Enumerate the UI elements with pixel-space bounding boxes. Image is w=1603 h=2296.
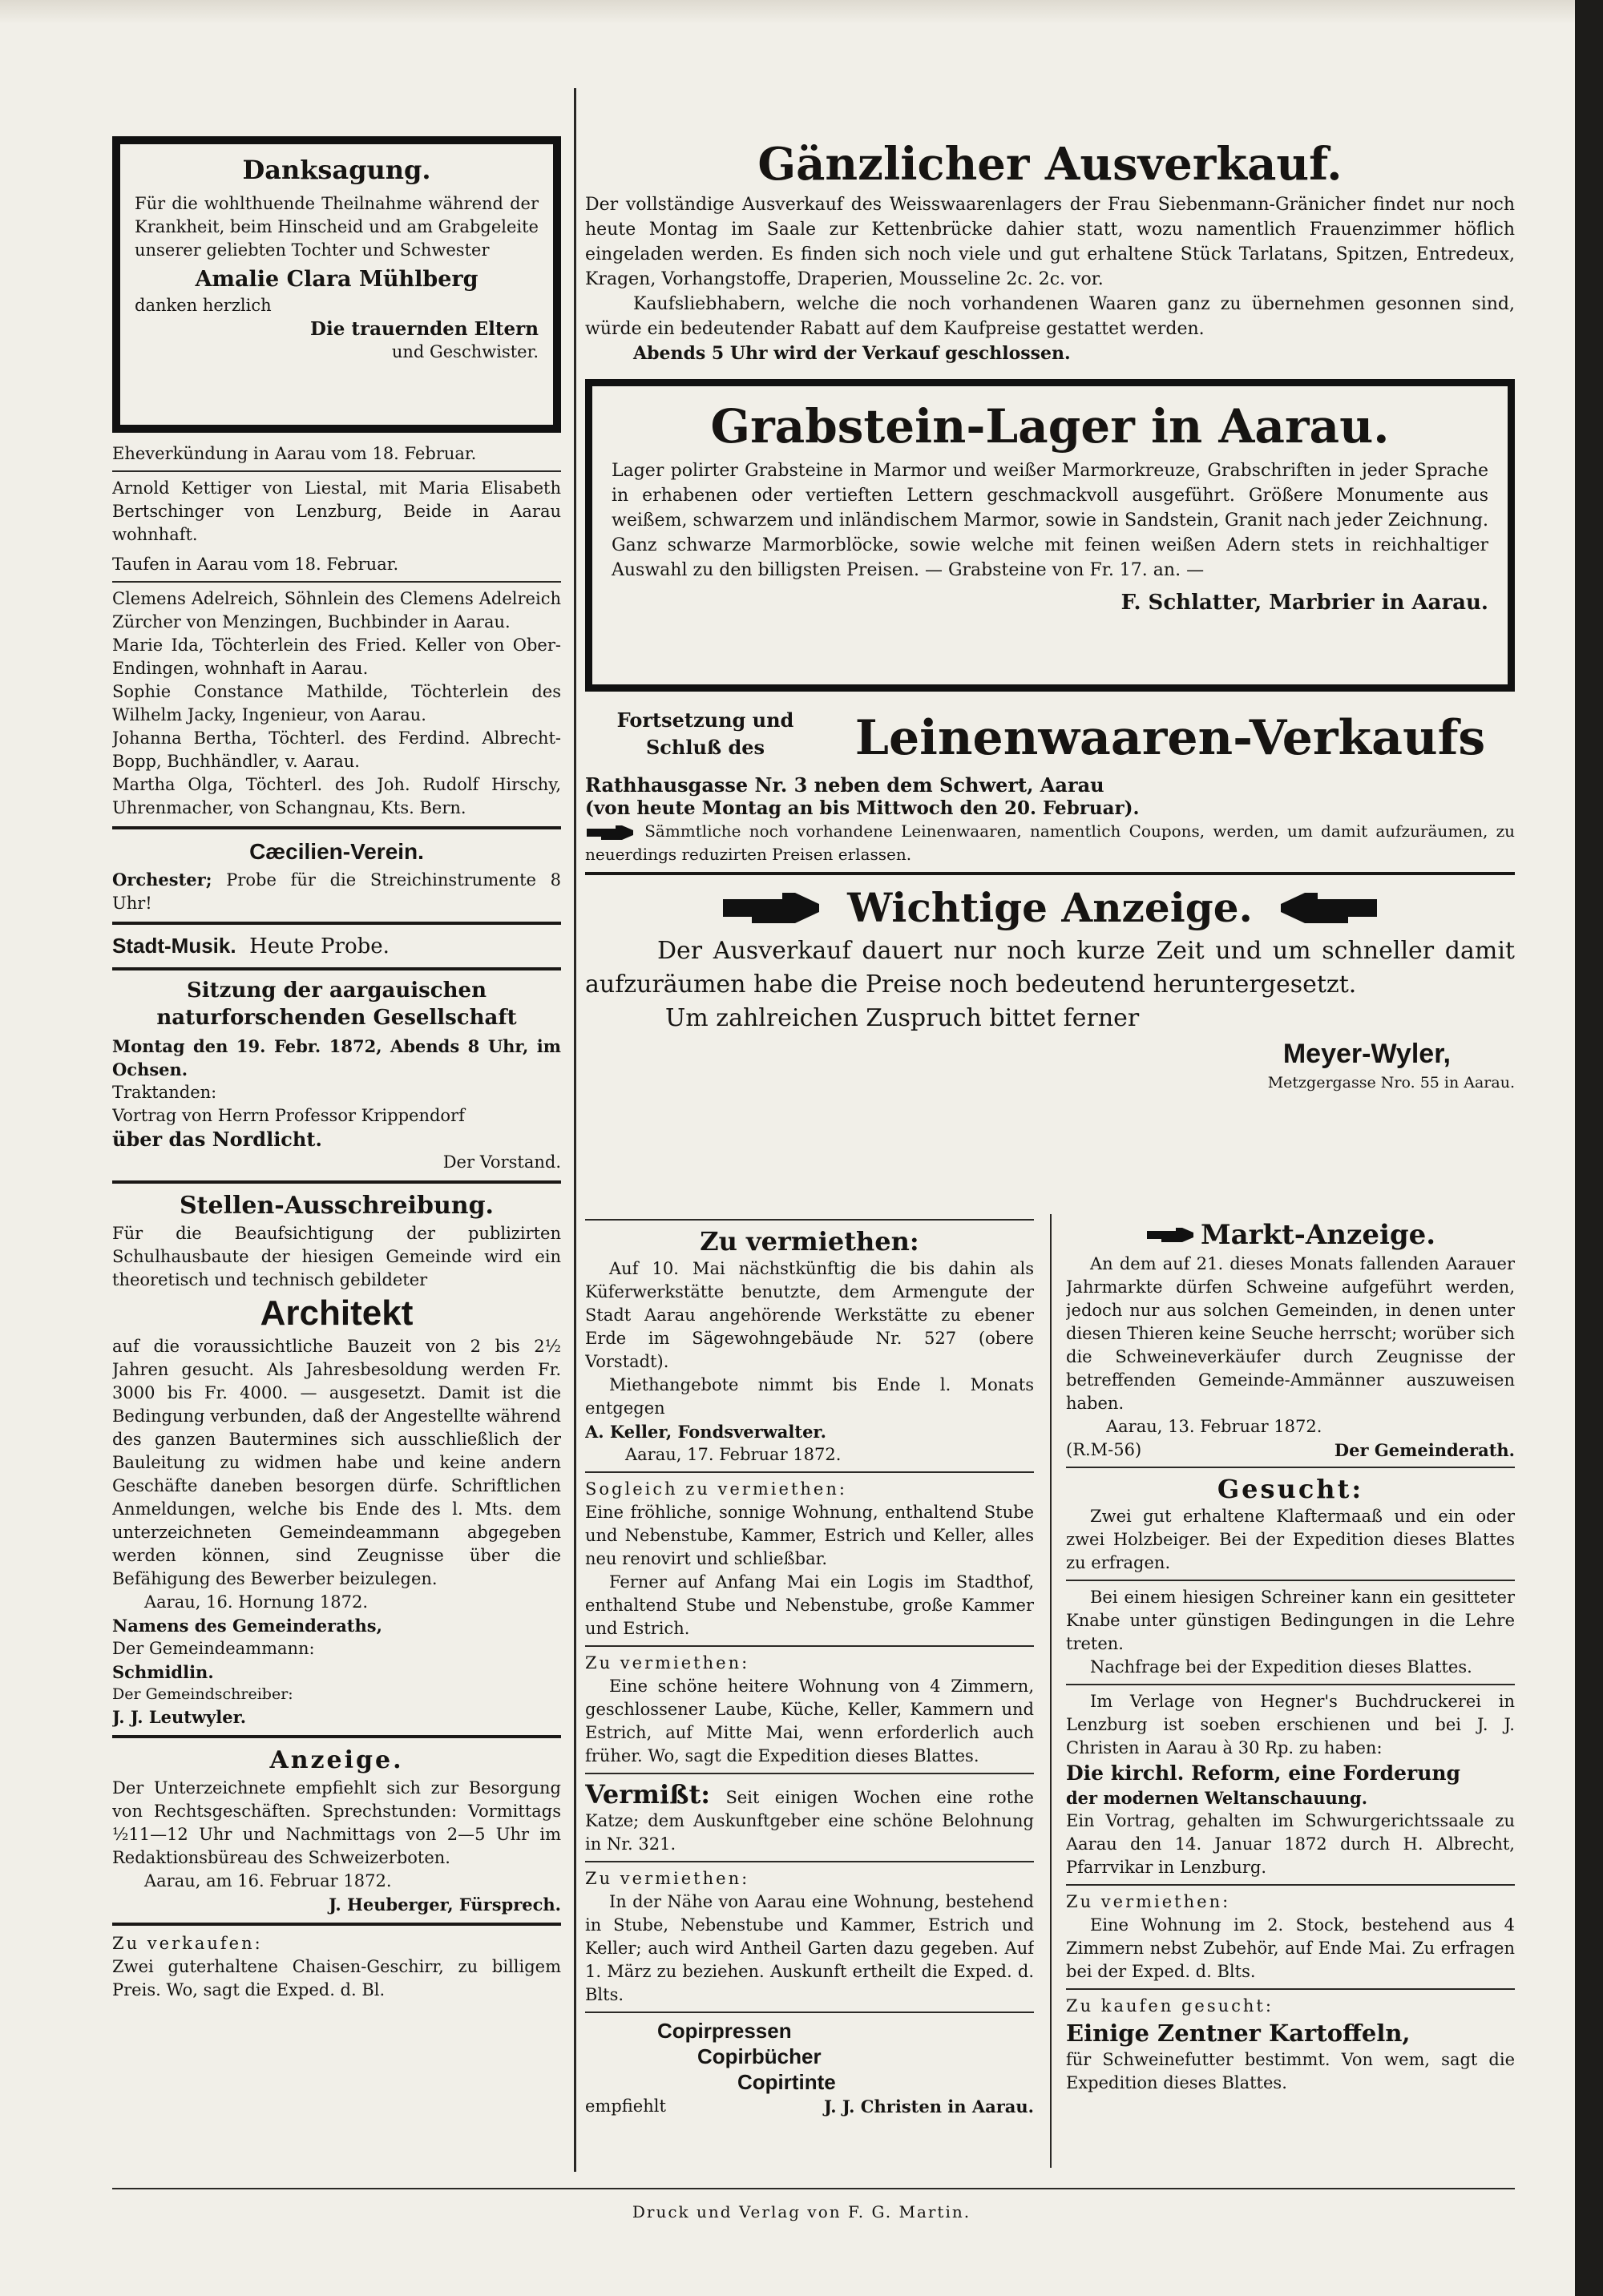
stellen-schreiber-title: Der Gemeindschreiber:: [112, 1685, 293, 1703]
leinen-title: Leinenwaaren-Verkaufs: [854, 710, 1486, 766]
verlag-subtitle: der modernen Weltanschauung.: [1066, 1788, 1368, 1808]
sitzung-traktanden: Traktanden:: [112, 1083, 217, 1102]
anzeige-title: Anzeige.: [269, 1746, 404, 1774]
divider: [585, 1645, 1034, 1647]
caecilien-text: Probe für die Streichinstrumente 8 Uhr!: [112, 870, 561, 913]
schreiner-text: Bei einem hiesigen Schreiner kann ein gesitteter Knabe unter günstigen Bedingungen in die Lehre treten.: [1066, 1588, 1515, 1653]
divider: [585, 1861, 1034, 1862]
kaufen-title: Zu kaufen gesucht:: [1066, 1996, 1274, 2016]
copir-item-3: Copirtinte: [737, 2070, 836, 2094]
taufen-entry: Marie Ida, Töchterlein des Fried. Keller von Ober-Endingen, wohnhaft in Aarau.: [112, 636, 561, 678]
markt-text: An dem auf 21. dieses Monats fallenden Aarauer Jahrmarkte dürfen Schweine aufgeführt werden, jedoch nur aus solchen Gemeinden, in denen unter diesen Thieren keine Seuche herrscht; worüber sich die Schweineverkäufer durch Zeugnisse der betreffenden Gemeinde-Ammänner auszuweisen haben.: [1066, 1254, 1515, 1413]
wichtig-title: Wichtige Anzeige.: [847, 883, 1253, 931]
verlag-title: Die kirchl. Reform, eine Forderung: [1066, 1761, 1461, 1785]
verlag-text-2: Ein Vortrag, gehalten im Schwurgerichtssaale zu Aarau den 14. Januar 1872 durch H. Albrecht, Pfarrvikar in Lenzburg.: [1066, 1811, 1515, 1877]
stellen-ammann: Schmidlin.: [112, 1662, 214, 1682]
stellen-position: Architekt: [260, 1293, 414, 1333]
stellen-schreiber: J. J. Leutwyler.: [112, 1707, 247, 1727]
pointing-hand-icon: [1276, 886, 1380, 930]
divider: [112, 1180, 561, 1184]
wichtig-sign: Meyer-Wyler,: [1282, 1038, 1451, 1069]
divider: [585, 1219, 1034, 1221]
vermiethen-5-text: Eine Wohnung im 2. Stock, bestehend aus 4 Zimmern nebst Zubehör, auf Ende Mai. Zu erfragen bei der Exped. d. Blts.: [1066, 1915, 1515, 1981]
schreiner-ask: Nachfrage bei der Expedition dieses Blattes.: [1090, 1657, 1472, 1677]
copir-sign: J. J. Christen in Aarau.: [823, 2096, 1034, 2116]
grabstein-sign: F. Schlatter, Marbrier in Aarau.: [1120, 591, 1488, 615]
leinen-text: Sämmtliche noch vorhandene Leinenwaaren, namentlich Coupons, werden, um damit aufzuräumen, zu neuerdings reduzirten Preisen erlassen.: [585, 821, 1515, 864]
caecilien-lead: Orchester;: [112, 870, 212, 890]
vermiethen-1-title: Zu vermiethen:: [700, 1226, 919, 1257]
divider: [1066, 1988, 1515, 1990]
stellen-ammann-title: Der Gemeindeammann:: [112, 1639, 315, 1658]
footer-rule: [112, 2188, 1515, 2189]
markt-date: Aarau, 13. Februar 1872.: [1106, 1417, 1322, 1436]
pointing-hand-icon: [1145, 1225, 1197, 1245]
danksagung-title: Danksagung.: [242, 155, 431, 185]
divider: [112, 826, 561, 829]
danksagung-sign-1: Die trauernden Eltern: [310, 318, 539, 340]
wichtig-header: [585, 882, 1515, 934]
divider: [585, 1773, 1034, 1774]
sitzung-title: Sitzung der aargauischen naturforschenden Gesellschaft: [156, 979, 517, 1030]
stellen-date: Aarau, 16. Hornung 1872.: [144, 1592, 368, 1612]
divider: [585, 872, 1515, 875]
gesucht-text: Zwei gut erhaltene Klaftermaaß und ein oder zwei Holzbeiger. Bei der Expedition dieses Blattes zu erfragen.: [1066, 1507, 1515, 1572]
divider: [1066, 1684, 1515, 1685]
stadtmusik-title: Stadt-Musik.: [112, 934, 236, 958]
verkaufen-text: Zwei guterhaltene Chaisen-Geschirr, zu billigem Preis. Wo, sagt die Exped. d. Bl.: [112, 1957, 561, 1999]
grabstein-title: Grabstein-Lager in Aarau.: [710, 399, 1390, 454]
stellen-title: Stellen-Ausschreibung.: [179, 1192, 494, 1220]
anzeige-sign: J. Heuberger, Fürsprech.: [329, 1895, 561, 1915]
vermisst-title: Vermißt:: [585, 1779, 711, 1810]
leinen-address: Rathhausgasse Nr. 3 neben dem Schwert, Aarau: [585, 773, 1104, 797]
ausverkauf-close: Abends 5 Uhr wird der Verkauf geschlossen.: [633, 343, 1071, 364]
ausverkauf-text-2: Kaufsliebhabern, welche die noch vorhandenen Waaren ganz zu übernehmen gesonnen sind, würde ein bedeutender Rabatt auf dem Kaufpreise gestattet werden.: [585, 294, 1515, 339]
pointing-hand-icon: [720, 886, 824, 930]
ehe-title: Eheverkündung in Aarau vom 18. Februar.: [112, 444, 477, 463]
vermiethen-1-sign: A. Keller, Fondsverwalter.: [585, 1422, 826, 1442]
taufen-entry: Clemens Adelreich, Söhnlein des Clemens Adelreich Zürcher von Menzingen, Buchbinder in Aarau.: [112, 589, 561, 632]
divider: [1066, 1884, 1515, 1886]
vermiethen-1-offer: Miethangebote nimmt bis Ende l. Monats entgegen: [585, 1375, 1034, 1418]
leinen-pre-2: Schluß des: [645, 736, 765, 759]
anzeige-text: Der Unterzeichnete empfiehlt sich zur Besorgung von Rechtsgeschäften. Sprechstunden: Vormittags ½11—12 Uhr und Nachmittags von 2—5 Uhr im Redaktionsbüreau des Schweizerboten.: [112, 1778, 561, 1867]
vermiethen-4-text: In der Nähe von Aarau eine Wohnung, bestehend in Stube, Nebenstube und Kammer, Estrich und Keller; auch wird Antheil Garten dazu gegeben. Auf 1. März zu beziehen. Auskunft ertheilt die Exped. d. Blts.: [585, 1892, 1034, 2004]
divider: [112, 967, 561, 970]
sitzung-topic: über das Nordlicht.: [112, 1128, 322, 1151]
stellen-namens: Namens des Gemeinderaths,: [112, 1616, 382, 1636]
vermiethen-4-title: Zu vermiethen:: [585, 1869, 750, 1888]
stellen-text-2: auf die voraussichtliche Bauzeit von 2 bis 2½ Jahren gesucht. Als Jahresbesoldung werden Fr. 3000 bis Fr. 4000. — ausgesetzt. Damit ist die Bedingung verbunden, daß der Angestellte während des ganzen Bautermines sich ausschließlich der Bauleitung zu widmen habe und keine andern Geschäfte daneben besorgen dürfe. Schriftlichen Anmeldungen, welche bis Ende des l. Mts. dem unterzeichneten Gemeindeammann abgegeben werden können, sind Zeugnisse über die Befähigung des Bewerber beizulegen.: [112, 1337, 561, 1588]
divider: [112, 1923, 561, 1926]
divider: [112, 581, 561, 583]
ausverkauf-text-1: Der vollständige Ausverkauf des Weisswaarenlagers der Frau Siebenmann-Gränicher findet nur noch heute Montag im Saale zur Kettenbrücke dahier statt, wozu namentlich Frauenzimmer höflich eingeladen werden. Es finden sich noch viele und gut erhaltene Stück Tarlatans, Spitzen, Entredeux, Kragen, Vorhangstoffe, Draperien, Mousseline 2c. 2c. vor.: [585, 195, 1515, 289]
wichtig-text: Der Ausverkauf dauert nur noch kurze Zeit und um schneller damit aufzuräumen habe die Preise noch bedeutend heruntergesetzt.: [585, 936, 1515, 999]
grabstein-box: [585, 379, 1515, 692]
vermiethen-2-text-1: Eine fröhliche, sonnige Wohnung, enthaltend Stube und Nebenstube, Kammer, Estrich und Keller, alles neu renovirt und schließbar.: [585, 1503, 1034, 1568]
divider: [585, 1471, 1034, 1473]
wichtig-address: Metzgergasse Nro. 55 in Aarau.: [1267, 1073, 1515, 1092]
divider: [112, 1735, 561, 1738]
anzeige-date: Aarau, am 16. Februar 1872.: [144, 1871, 392, 1890]
divider: [1066, 1580, 1515, 1581]
kaufen-text: für Schweinefutter bestimmt. Von wem, sagt die Expedition dieses Blattes.: [1066, 2050, 1515, 2092]
footer-imprint: Druck und Verlag von F. G. Martin.: [632, 2202, 971, 2221]
sitzung-vortrag: Vortrag von Herrn Professor Krippendorf: [112, 1106, 465, 1125]
right-column: [585, 136, 1515, 2172]
taufen-title: Taufen in Aarau vom 18. Februar.: [112, 555, 399, 574]
column-divider: [574, 88, 576, 2172]
stellen-text-1: Für die Beaufsichtigung der publizirten Schulhausbaute der hiesigen Gemeinde wird ein theoretisch und technisch gebildeter: [112, 1224, 561, 1289]
vermiethen-3-text: Eine schöne heitere Wohnung von 4 Zimmern, geschlossener Laube, Küche, Keller, Kammern und Estrich, auf Mitte Mai, wenn erforderlich auch früher. Wo, sagt die Expedition dieses Blattes.: [585, 1677, 1034, 1765]
scan-edge: [1575, 0, 1603, 2296]
sitzung-sign: Der Vorstand.: [442, 1152, 561, 1172]
taufen-entry: Johanna Bertha, Töchterl. des Ferdind. Albrecht-Bopp, Buchhändler, v. Aarau.: [112, 728, 561, 771]
gesucht-title: Gesucht:: [1217, 1474, 1364, 1504]
danksagung-name: Amalie Clara Mühlberg: [195, 267, 478, 292]
markt-sign: Der Gemeinderath.: [1334, 1440, 1515, 1460]
vermiethen-1-text: Auf 10. Mai nächstkünftig die bis dahin als Küferwerkstätte benutzte, dem Armengute der Stadt Aarau angehörende Werkstätte zu ebener Erde im Sägewohngebäude Nr. 527 (obere Vorstadt).: [585, 1259, 1034, 1371]
vermiethen-5-title: Zu vermiethen:: [1066, 1892, 1231, 1911]
verlag-text-1: Im Verlage von Hegner's Buchdruckerei in Lenzburg ist soeben erschienen und bei J. J. Christen in Aarau à 30 Rp. zu haben:: [1066, 1692, 1515, 1757]
copir-item-1: Copirpressen: [657, 2019, 792, 2043]
vermiethen-3-title: Zu vermiethen:: [585, 1653, 750, 1673]
left-column: [112, 136, 561, 2172]
vermiethen-2-title: Sogleich zu vermiethen:: [585, 1479, 847, 1499]
danksagung-sign-2: und Geschwister.: [391, 342, 539, 361]
lower-left-column: [585, 1214, 1034, 2172]
leinen-header: [585, 703, 1515, 773]
vermiethen-1-date: Aarau, 17. Februar 1872.: [625, 1445, 842, 1464]
copir-lead: empfiehlt: [585, 2096, 666, 2116]
leinen-dates: (von heute Montag an bis Mittwoch den 20. Februar).: [585, 797, 1140, 819]
divider: [585, 2012, 1034, 2013]
markt-code: (R.M-56): [1066, 1440, 1142, 1459]
sitzung-date: Montag den 19. Febr. 1872, Abends 8 Uhr, im Ochsen.: [112, 1036, 561, 1079]
danksagung-thanks: danken herzlich: [135, 296, 272, 315]
pointing-hand-icon: [585, 822, 636, 843]
lower-area: [585, 1214, 1515, 2172]
caecilien-title: Cæcilien-Verein.: [249, 839, 424, 864]
ehe-text: Arnold Kettiger von Liestal, mit Maria Elisabeth Bertschinger von Lenzburg, Beide in Aarau wohnhaft.: [112, 478, 561, 544]
copir-item-2: Copirbücher: [697, 2044, 822, 2068]
verkaufen-title: Zu verkaufen:: [112, 1934, 263, 1953]
column-divider: [1050, 1214, 1052, 2168]
divider: [112, 470, 561, 472]
divider: [112, 922, 561, 925]
taufen-entry: Sophie Constance Mathilde, Töchterlein des Wilhelm Jacky, Ingenieur, von Aarau.: [112, 682, 561, 724]
kaufen-big: Einige Zentner Kartoffeln,: [1066, 2020, 1411, 2047]
danksagung-box: [112, 136, 561, 433]
grabstein-text: Lager polirter Grabsteine in Marmor und weißer Marmorkreuze, Grabschriften in jeder Sprache in erhabenen oder vertieften Lettern geschmackvoll ausgeführt. Größere Monumente aus weißem, schwarzem und inländischem Marmor, sowie in Sandstein, Granit nach jeder Zeichnung. Ganz schwarze Marmorblöcke, sowie welche mit feinen weißen Adern stets in reichhaltiger Auswahl zu den billigsten Preisen. — Grabsteine von Fr. 17. an. —: [612, 461, 1488, 580]
vermisst-text: Seit einigen Wochen eine rothe Katze; dem Auskunftgeber eine schöne Belohnung in Nr. 321.: [585, 1788, 1034, 1854]
ausverkauf-title: Gänzlicher Ausverkauf.: [757, 138, 1343, 191]
markt-title: Markt-Anzeige.: [1200, 1219, 1436, 1251]
leinen-pre-1: Fortsetzung und: [616, 708, 794, 732]
divider: [1066, 1467, 1515, 1468]
wichtig-text-2: Um zahlreichen Zuspruch bittet ferner: [665, 1003, 1140, 1032]
page-top-shade: [0, 0, 1603, 24]
lower-right-column: [1066, 1214, 1515, 2172]
danksagung-text: Für die wohlthuende Theilnahme während der Krankheit, beim Hinscheid und am Grabgeleite unserer geliebten Tochter und Schwester: [135, 194, 539, 260]
taufen-entry: Martha Olga, Töchterl. des Joh. Rudolf Hirschy, Uhrenmacher, von Schangnau, Kts. Bern.: [112, 775, 561, 817]
vermiethen-2-text-2: Ferner auf Anfang Mai ein Logis im Stadthof, enthaltend Stube und Nebenstube, große Kammer und Estrich.: [585, 1572, 1034, 1638]
stadtmusik-text: Heute Probe.: [249, 934, 390, 958]
